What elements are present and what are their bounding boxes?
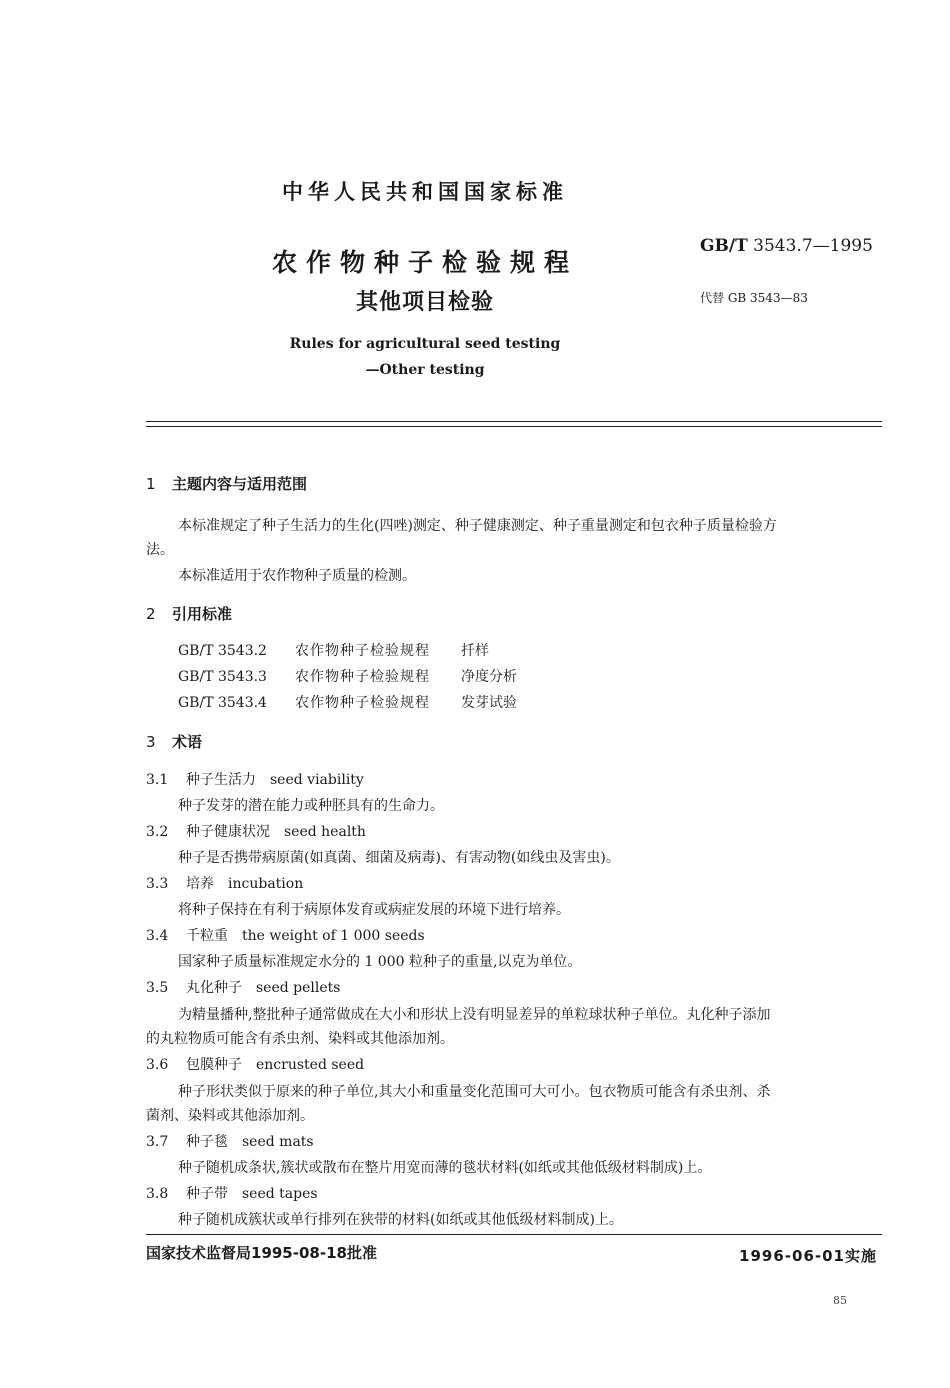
national-standard-heading: 中华人民共和国国家标准 xyxy=(282,180,568,204)
term-en: seed viability xyxy=(270,772,364,788)
term-en: seed mats xyxy=(242,1134,314,1150)
term-zh: 包膜种子 xyxy=(186,1057,242,1073)
reference-code: GB/T 3543.3 xyxy=(178,669,267,685)
term-definition: 国家种子质量标准规定水分的 1 000 粒种子的重量,以克为单位。 xyxy=(178,954,582,970)
reference-item xyxy=(178,666,517,686)
reference-item xyxy=(178,640,489,660)
term-en: seed health xyxy=(284,824,366,840)
term-zh: 种子生活力 xyxy=(186,772,256,788)
term-number: 3.4 xyxy=(146,928,169,944)
term-zh: 种子健康状况 xyxy=(186,824,270,840)
reference-item xyxy=(178,692,517,712)
document-subtitle-zh: 其他项目检验 xyxy=(355,290,494,315)
term-en: the weight of 1 000 seeds xyxy=(242,928,425,944)
term-number: 3.8 xyxy=(146,1186,169,1202)
term-zh: 种子带 xyxy=(186,1186,228,1202)
term-definition: 菌剂、染料或其他添加剂。 xyxy=(146,1108,314,1124)
reference-title: 农作物种子检验规程 xyxy=(295,643,430,659)
term-heading xyxy=(146,1131,314,1151)
section-title: 主题内容与适用范围 xyxy=(172,475,308,493)
term-definition: 种子随机成簇状或单行排列在狭带的材料(如纸或其他低级材料制成)上。 xyxy=(178,1212,623,1228)
term-heading xyxy=(146,821,366,841)
term-number: 3.7 xyxy=(146,1134,169,1150)
term-definition: 的丸粒物质可能含有杀虫剂、染料或其他添加剂。 xyxy=(146,1031,454,1047)
term-heading xyxy=(146,873,303,893)
page-number: 85 xyxy=(833,1294,847,1307)
document-title-en: Rules for agricultural seed testing xyxy=(289,336,561,352)
effective-date: 1996-06-01实施 xyxy=(739,1247,877,1265)
scope-paragraph-line: 本标准规定了种子生活力的生化(四唑)测定、种子健康测定、种子重量测定和包衣种子质量检验方 xyxy=(178,518,777,534)
term-number: 3.2 xyxy=(146,824,169,840)
term-definition: 种子形状类似于原来的种子单位,其大小和重量变化范围可大可小。包衣物质可能含有杀虫剂、杀 xyxy=(178,1084,771,1100)
term-definition: 种子是否携带病原菌(如真菌、细菌及病毒)、有害动物(如线虫及害虫)。 xyxy=(178,850,620,866)
term-definition: 种子发芽的潜在能力或种胚具有的生命力。 xyxy=(178,798,444,814)
reference-topic: 扦样 xyxy=(461,643,489,659)
section-number: 1 xyxy=(146,475,156,493)
term-zh: 千粒重 xyxy=(186,928,228,944)
document-title-zh: 农作物种子检验规程 xyxy=(271,248,578,277)
term-zh: 种子毯 xyxy=(186,1134,228,1150)
term-en: seed pellets xyxy=(256,980,341,996)
section-heading xyxy=(146,731,202,752)
section-heading xyxy=(146,603,232,624)
section-number: 2 xyxy=(146,605,156,623)
term-definition: 为精量播种,整批种子通常做成在大小和形状上没有明显差异的单粒球状种子单位。丸化种子添加 xyxy=(178,1007,771,1023)
term-zh: 丸化种子 xyxy=(186,980,242,996)
term-number: 3.6 xyxy=(146,1057,169,1073)
reference-code: GB/T 3543.4 xyxy=(178,695,267,711)
term-en: seed tapes xyxy=(242,1186,318,1202)
applicability-paragraph: 本标准适用于农作物种子质量的检测。 xyxy=(178,568,416,584)
term-en: encrusted seed xyxy=(256,1057,365,1073)
term-definition: 将种子保持在有利于病原体发育或病症发展的环境下进行培养。 xyxy=(178,902,570,918)
header-divider-bottom xyxy=(146,426,882,427)
term-heading xyxy=(146,1054,364,1074)
reference-code: GB/T 3543.2 xyxy=(178,643,267,659)
term-heading xyxy=(146,977,340,997)
reference-topic: 发芽试验 xyxy=(461,695,517,711)
term-heading xyxy=(146,769,364,789)
term-number: 3.1 xyxy=(146,772,169,788)
section-title: 术语 xyxy=(172,733,203,751)
term-definition: 种子随机成条状,簇状或散布在整片用宽而薄的毯状材料(如纸或其他低级材料制成)上。 xyxy=(178,1160,712,1176)
approval-date: 国家技术监督局1995-08-18批准 xyxy=(146,1244,377,1262)
term-zh: 培养 xyxy=(186,876,214,892)
footer-divider xyxy=(146,1234,882,1235)
standard-code xyxy=(700,236,873,256)
standard-prefix: GB/T xyxy=(700,236,748,256)
reference-title: 农作物种子检验规程 xyxy=(295,669,430,685)
standard-number: 3543.7—1995 xyxy=(753,236,873,256)
term-heading xyxy=(146,1183,318,1203)
term-number: 3.3 xyxy=(146,876,169,892)
term-en: incubation xyxy=(228,876,304,892)
section-heading xyxy=(146,473,307,494)
scope-paragraph-line: 法。 xyxy=(146,542,174,558)
reference-title: 农作物种子检验规程 xyxy=(295,695,430,711)
section-number: 3 xyxy=(146,733,156,751)
reference-topic: 净度分析 xyxy=(461,669,517,685)
term-heading xyxy=(146,925,425,945)
header-divider-top xyxy=(146,421,882,422)
term-number: 3.5 xyxy=(146,980,169,996)
replaces-standard: 代替 GB 3543—83 xyxy=(700,291,808,305)
section-title: 引用标准 xyxy=(172,605,233,623)
document-subtitle-en: —Other testing xyxy=(365,362,485,378)
